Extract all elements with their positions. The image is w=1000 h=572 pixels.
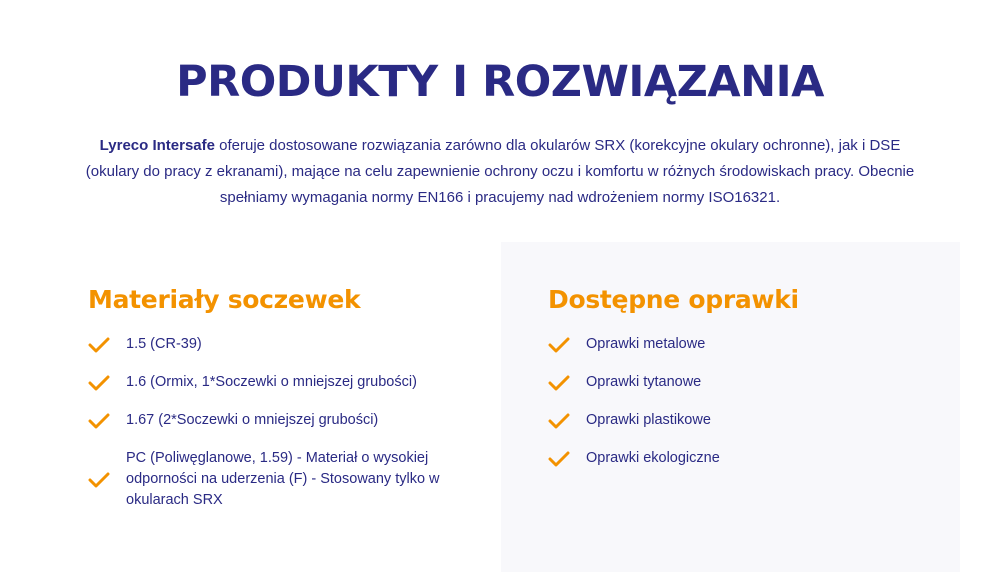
checkmark-icon: [88, 471, 110, 489]
checkmark-icon: [548, 450, 570, 468]
materials-section-title: Materiały soczewek: [88, 285, 361, 314]
checkmark-icon: [548, 336, 570, 354]
list-item-label: 1.67 (2*Soczewki o mniejszej grubości): [126, 412, 379, 428]
frames-list: [548, 334, 928, 486]
list-item: [548, 334, 928, 355]
checkmark-icon: [88, 412, 110, 430]
checkmark-icon: [88, 336, 110, 354]
list-item-label: PC (Poliwęglanowe, 1.59) - Materiał o wysokiej odporności na uderzenia (F) - Stosowany tylko w okularach SRX: [126, 450, 440, 508]
list-item-label: Oprawki tytanowe: [586, 374, 702, 390]
list-item: [88, 372, 468, 393]
list-item-label: 1.5 (CR-39): [126, 336, 202, 352]
checkmark-icon: [548, 412, 570, 430]
list-item-label: 1.6 (Ormix, 1*Soczewki o mniejszej grubości): [126, 374, 417, 390]
intro-text: oferuje dostosowane rozwiązania zarówno dla okularów SRX (korekcyjne okulary ochronne), jak i DSE (okulary do pracy z ekranami), mające na celu zapewnienie ochrony oczu i komfortu w różnych środowiskach pracy. Obecnie spełniamy wymagania normy EN166 i pracujemy nad wdrożeniem normy ISO16321.: [85, 137, 915, 206]
checkmark-icon: [88, 374, 110, 392]
list-item: [548, 448, 928, 469]
list-item-label: Oprawki metalowe: [586, 336, 706, 352]
list-item-label: Oprawki ekologiczne: [586, 450, 720, 466]
list-item: [548, 410, 928, 431]
list-item: [548, 372, 928, 393]
page-title: PRODUKTY I ROZWIĄZANIA: [176, 57, 824, 107]
list-item: [88, 410, 468, 431]
list-item: [88, 448, 468, 511]
list-item-label: Oprawki plastikowe: [586, 412, 711, 428]
frames-section-title: Dostępne oprawki: [548, 285, 799, 314]
brand-name: Lyreco Intersafe: [99, 137, 215, 154]
materials-list: [88, 334, 468, 528]
checkmark-icon: [548, 374, 570, 392]
list-item: [88, 334, 468, 355]
intro-paragraph: [80, 133, 920, 211]
